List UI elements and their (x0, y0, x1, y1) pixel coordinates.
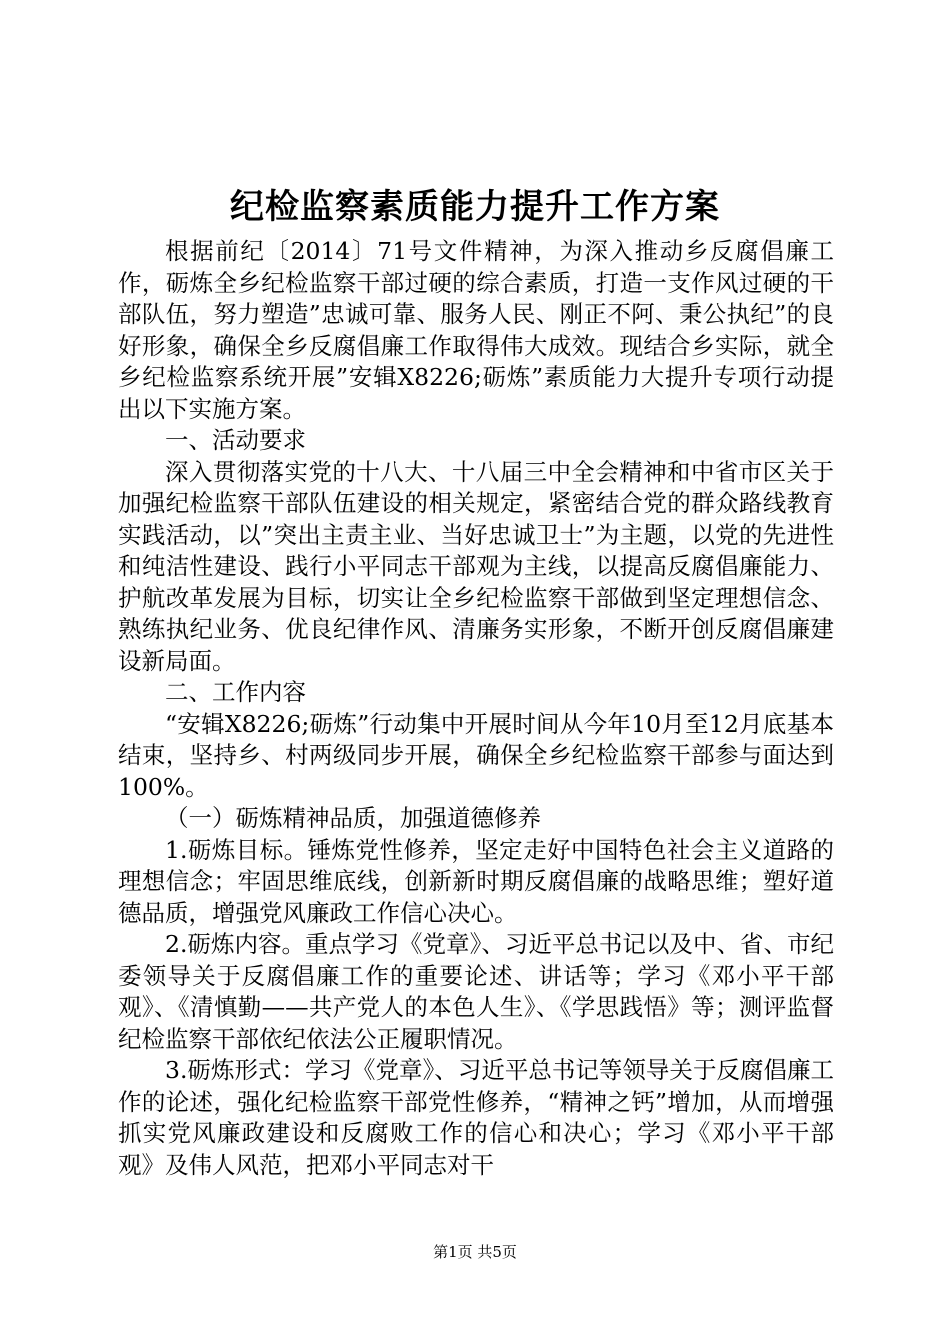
paragraph-activity-requirements: 深入贯彻落实党的十八大、十八届三中全会精神和中省市区关于加强纪检监察干部队伍建设的相关规定，紧密结合党的群众路线教育实践活动，以”突出主责主业、当好忠诚卫士”为主题，以党的先进性和纯洁性建设、践行小平同志干部观为主线，以提高反腐倡廉能力、护航改革发展为目标，切实让全乡纪检监察干部做到坚定理想信念、熟练执纪业务、优良纪律作风、清廉务实形象，不断开创反腐倡廉建设新局面。 (118, 457, 834, 675)
section-heading-activity-requirements: 一、活动要求 (165, 426, 306, 454)
paragraph-work-content: “安辑X8226;砺炼”行动集中开展时间从今年10月至12月底基本结束，坚持乡、村两级同步开展，确保全乡纪检监察干部参与面达到100%。 (118, 709, 834, 801)
paragraph-intro: 根据前纪〔2014〕71号文件精神，为深入推动乡反腐倡廉工作，砺炼全乡纪检监察干部过硬的综合素质，打造一支作风过硬的干部队伍，努力塑造”忠诚可靠、服务人民、刚正不阿、秉公执纪”的良好形象，确保全乡反腐倡廉工作取得伟大成效。现结合乡实际，就全乡纪检监察系统开展”安辑X8226;砺炼”素质能力大提升专项行动提出以下实施方案。 (118, 237, 834, 423)
page-number-footer: 第1页 共5页 (433, 1243, 517, 1261)
document-title: 纪检监察素质能力提升工作方案 (230, 187, 720, 227)
document-body (118, 236, 834, 1181)
paragraph-item-2: 2.砺炼内容。重点学习《党章》、习近平总书记以及中、省、市纪委领导关于反腐倡廉工作的重要论述、讲话等；学习《邓小平干部观》、《清慎勤——共产党人的本色人生》、《学思践悟》等；测评监督纪检监察干部依纪依法公正履职情况。 (118, 930, 834, 1053)
section-heading-work-content: 二、工作内容 (165, 678, 306, 706)
subsection-heading-1: （一）砺炼精神品质，加强道德修养 (165, 804, 541, 832)
paragraph-item-3: 3.砺炼形式：学习《党章》、习近平总书记等领导关于反腐倡廉工作的论述，强化纪检监察干部党性修养，“精神之钙”增加，从而增强抓实党风廉政建设和反腐败工作的信心和决心；学习《邓小平干部观》及伟人风范，把邓小平同志对干 (118, 1056, 834, 1179)
paragraph-item-1: 1.砺炼目标。锤炼党性修养，坚定走好中国特色社会主义道路的理想信念；牢固思维底线，创新新时期反腐倡廉的战略思维；塑好道德品质，增强党风廉政工作信心决心。 (118, 835, 834, 927)
